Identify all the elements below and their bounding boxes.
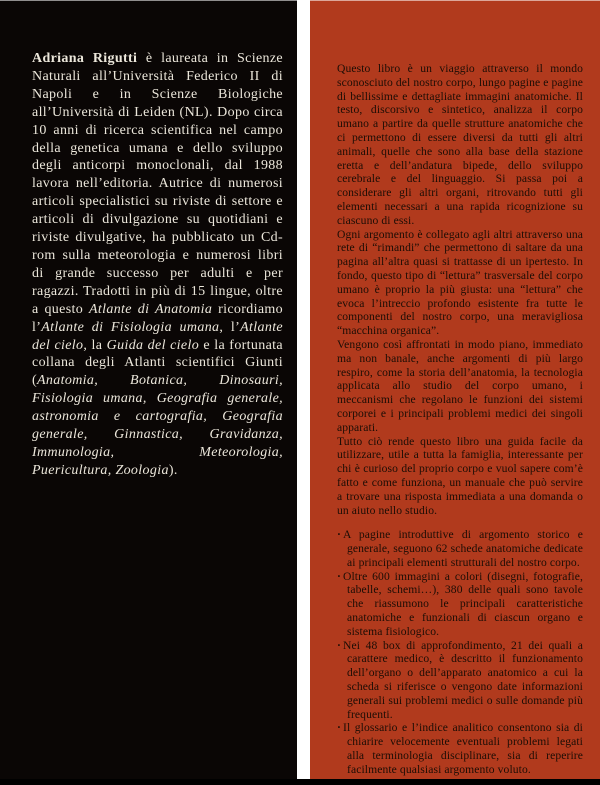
description-paragraph: Ogni argomento è collegato agli altri attraverso una rete di “rimandi” che permettono di saltare da una pagina all’altra quasi si trattasse di un ipertesto. In fondo, questo tipo di “lettura” trasversale del corpo umano è proprio la più giusta: una “lettura” che evoca l’intreccio profondo esistente fra tutte le componenti del nostro corpo, una meravigliosa “macchina organica”. — [337, 227, 583, 338]
bio-segment-normal: è laureata in Scienze Naturali all’Università Federico II di Napoli e in Scienze Biologiche all’Università di Leiden (NL). Dopo circa 10 anni di ricerca scientifica nel campo della genetica umana e dello sviluppo degli anticorpi monoclonali, dal 1988 lavora nell’editoria. Autrice di numerosi articoli specialistici su riviste di settore e articoli di divulgazione su quotidiani e riviste divulgative, ha pubblicato un Cd-rom sulla meteorologia e numerosi libri di grande successo per adulti e per ragazzi. Tradotti in più di 15 lingue, oltre a questo — [32, 51, 283, 317]
description-paragraph: Vengono così affrontati in modo piano, immediato ma non banale, anche argomenti di più largo respiro, come la storia dell’anatomia, la tecnologia applicata allo studio del corpo umano, i meccanismi che regolano le funzioni dei sistemi corporei e i principali problemi medici dei singoli apparati. — [337, 337, 583, 434]
bio-segment-normal: , la — [83, 337, 107, 353]
bio-segment-italic: Atlante di Fisiologia umana — [41, 319, 220, 335]
bullet-text: Il glossario e l’indice analitico consentono sia di chiarire velocemente eventuali problemi legati alla terminologia disciplinare, sia di reperire facilmente qualsiasi argomento voluto. — [343, 721, 583, 776]
book-description — [310, 0, 600, 777]
bullet-icon: · — [337, 528, 341, 542]
bullet-icon: · — [337, 638, 341, 652]
list-item — [337, 721, 583, 776]
description-paragraph: Tutto ciò rende questo libro una guida facile da utilizzare, utile a tutta la famiglia, interessante per chi è curioso del proprio corpo e vuol sapere com’è fatto e come funziona, un manuale che può servire a trovare una risposta immediata a una domanda o un aiuto nello studio. — [337, 434, 583, 517]
list-item — [337, 528, 583, 569]
panel-divider-stripe — [297, 0, 310, 785]
description-paragraph: Questo libro è un viaggio attraverso il mondo sconosciuto del nostro corpo, lungo pagine e pagine di bellissime e dettagliate immagini anatomiche. Il testo, discorsivo e sintetico, analizza il corpo umano a partire da quelle strutture anatomiche che ci permettono di essere diversi da tutti gli altri animali, quelle che sono alla base della stazione eretta e dell’andatura bipede, dello sviluppo cerebrale e del linguaggio. Si passa poi a considerare gli altri organi, ritrovando tutti gli elementi necessari a una rapida ricognizione su ciascuno di essi. — [337, 62, 583, 227]
bottom-edge-bar — [0, 779, 600, 785]
bio-segment-normal: ). — [168, 462, 178, 478]
bio-segment-normal: , l’ — [219, 319, 241, 335]
author-bio-panel — [0, 0, 297, 785]
bio-segment-bold: Adriana Rigutti — [32, 51, 138, 66]
bullet-text: A pagine introduttive di argomento storico e generale, seguono 62 schede anatomiche dedicate ai principali elementi strutturali del nostro corpo. — [343, 528, 583, 569]
bio-segment-normal: e la fortunata collana degli Atlanti scientifici Giunti ( — [32, 337, 283, 389]
bullet-text: Nei 48 box di approfondimento, 21 dei quali a carattere medico, è descritto il funzionamento dell’organo o dell’apparato anatomico a cui la scheda si riferisce o vengono date informazioni generali sui problemi medici o sulle domande più frequenti. — [343, 638, 583, 721]
author-bio-text — [0, 0, 297, 480]
features-bullet-list — [337, 528, 583, 776]
bio-segment-italic: Anatomia, Botanica, Dinosauri, Fisiologia umana, Geografia generale, astronomia e cartografia, Geografia generale, Ginnastica, Gravidanza, Immunologia, Meteorologia, Puericultura, Zoologia — [32, 373, 283, 478]
bio-segment-italic: Atlante di Anatomia — [88, 301, 213, 317]
book-description-panel — [310, 0, 600, 785]
top-edge-highlight — [0, 0, 600, 1]
bio-segment-normal: ricordiamo l’ — [32, 301, 283, 335]
bio-segment-italic: Atlante del cielo — [32, 319, 283, 353]
bio-segment-italic: Guida del cielo — [106, 337, 200, 353]
list-item — [337, 639, 583, 722]
bullet-icon: · — [337, 721, 341, 735]
list-item — [337, 570, 583, 639]
bullet-text: Oltre 600 immagini a colori (disegni, fotografie, tabelle, schemi…), 380 delle quali sono tavole che riassumono le principali caratteristiche anatomiche e funzionali di ciascun organo e sistema fisiologico. — [343, 569, 583, 638]
bullet-icon: · — [337, 569, 341, 583]
